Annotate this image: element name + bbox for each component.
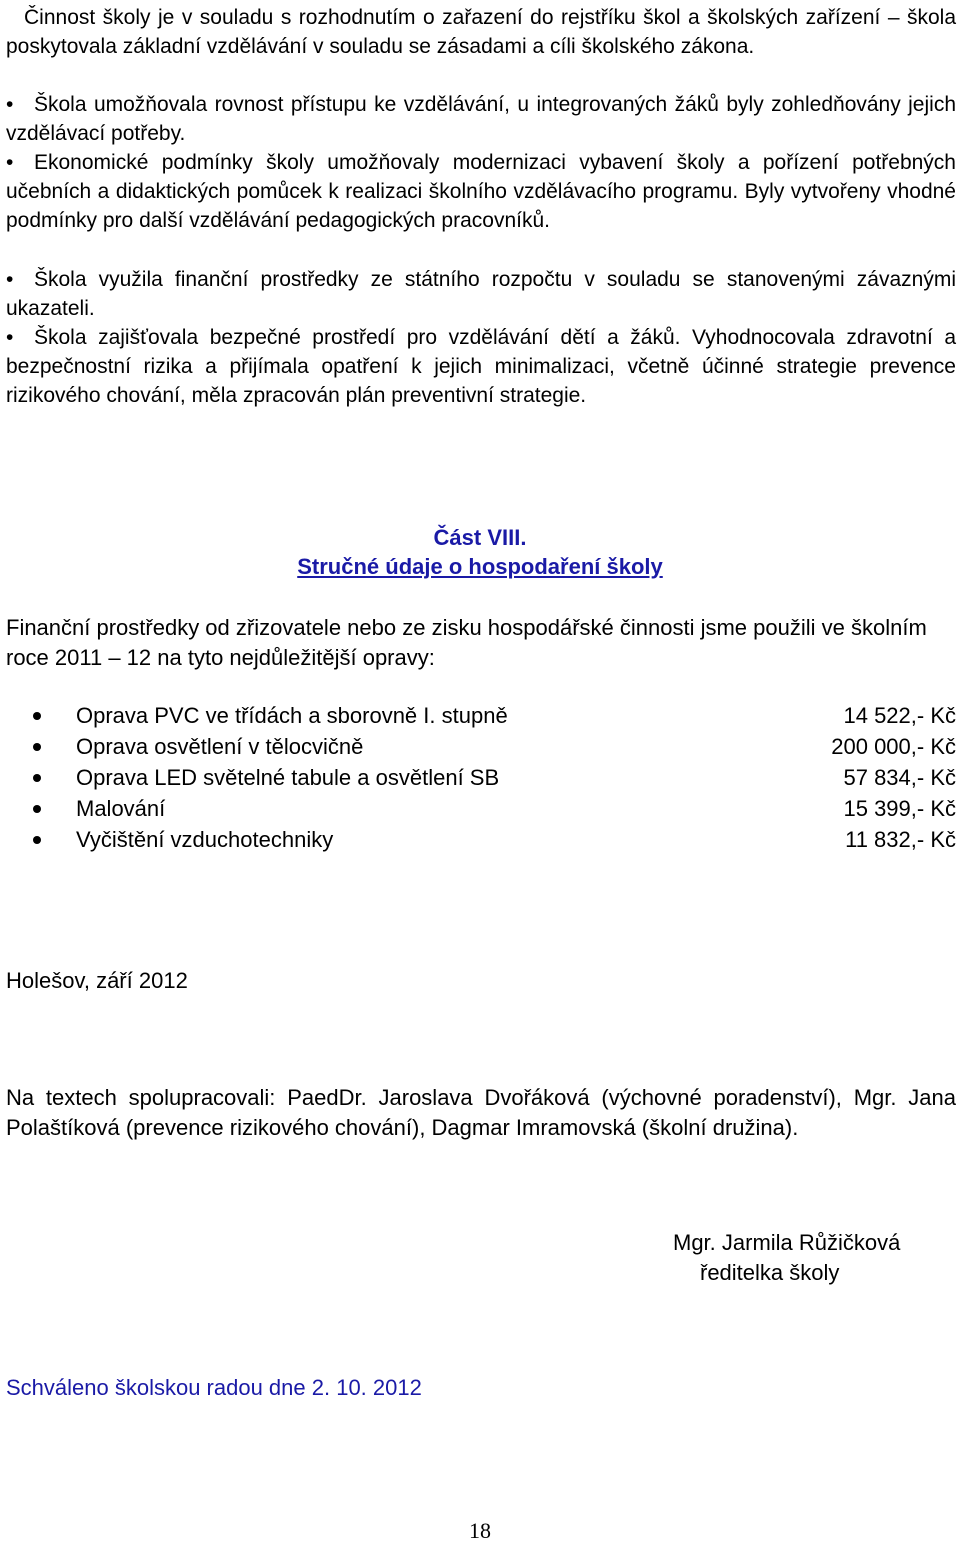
bullet-icon: [33, 836, 41, 844]
bullet-icon: [33, 805, 41, 813]
list-item: [0, 731, 960, 762]
signature-role: ředitelka školy: [700, 1260, 840, 1285]
list-item: [0, 793, 960, 824]
bullet-icon: •: [6, 268, 14, 291]
bullet-safety: • Škola zajišťovala bezpečné prostředí pro vzdělávání dětí a žáků. Vyhodnocovala zdravotní a bezpečnostní rizika a přijímala opatření k jejich minimalizaci, včetně účinné strategie prevence rizikového chování, měla zpracován plán preventivní strategie.: [6, 323, 956, 410]
bullet-icon: [33, 712, 41, 720]
bullet-icon: •: [6, 326, 14, 349]
bullet-icon: [33, 774, 41, 782]
list-item: [0, 700, 960, 731]
repair-amount: 11 832,- Kč: [845, 827, 956, 852]
repair-amount: 15 399,- Kč: [843, 796, 956, 821]
repair-label: Oprava osvětlení v tělocvičně: [76, 734, 364, 759]
list-item: [0, 824, 960, 855]
signature-name: Mgr. Jarmila Růžičková: [673, 1230, 901, 1255]
bullet-icon: •: [6, 151, 14, 174]
paragraph-activity: Činnost školy je v souladu s rozhodnutím o zařazení do rejstříku škol a školských zařízení – škola poskytovala základní vzdělávání v souladu se zásadami a cíli školského zákona.: [6, 6, 956, 58]
page-number: 18: [469, 1518, 491, 1543]
repair-label: Oprava LED světelné tabule a osvětlení SB: [76, 765, 500, 790]
repair-amount: 57 834,- Kč: [843, 765, 956, 790]
finance-intro: Finanční prostředky od zřizovatele nebo ze zisku hospodářské činnosti jsme použili ve školním roce 2011 – 12 na tyto nejdůležitější opravy:: [6, 615, 927, 670]
repair-label: Vyčištění vzduchotechniky: [76, 827, 334, 852]
bullet-icon: [33, 743, 41, 751]
section-title: Stručné údaje o hospodaření školy: [297, 554, 663, 579]
list-item: [0, 762, 960, 793]
bullet-icon: •: [6, 93, 14, 116]
bullet-state-budget: • Škola využila finanční prostředky ze státního rozpočtu v souladu se stanovenými závaznými ukazateli.: [6, 265, 956, 323]
repair-label: Malování: [76, 796, 166, 821]
repair-label: Oprava PVC ve třídách a sborovně I. stupně: [76, 703, 508, 728]
cooperation-note: Na textech spolupracovali: PaedDr. Jaroslava Dvořáková (výchovné poradenství), Mgr. Jana Polaštíková (prevence rizikového chování), Dagmar Imramovská (školní družina).: [6, 1085, 956, 1140]
bullet-economic-conditions: • Ekonomické podmínky školy umožňovaly modernizaci vybavení školy a pořízení potřebných učebních a didaktických pomůcek k realizaci školního vzdělávacího programu. Byly vytvořeny vhodné podmínky pro další vzdělávání pedagogických pracovníků.: [6, 148, 956, 235]
approval-note: Schváleno školskou radou dne 2. 10. 2012: [6, 1375, 422, 1400]
repair-amount: 200 000,- Kč: [831, 734, 956, 759]
repair-amount: 14 522,- Kč: [843, 703, 956, 728]
section-part-heading: Část VIII.: [433, 525, 527, 550]
place-date: Holešov, září 2012: [6, 968, 188, 993]
repairs-list: [0, 700, 960, 855]
bullet-equal-access: • Škola umožňovala rovnost přístupu ke vzdělávání, u integrovaných žáků byly zohledňovány jejich vzdělávací potřeby.: [6, 90, 956, 148]
